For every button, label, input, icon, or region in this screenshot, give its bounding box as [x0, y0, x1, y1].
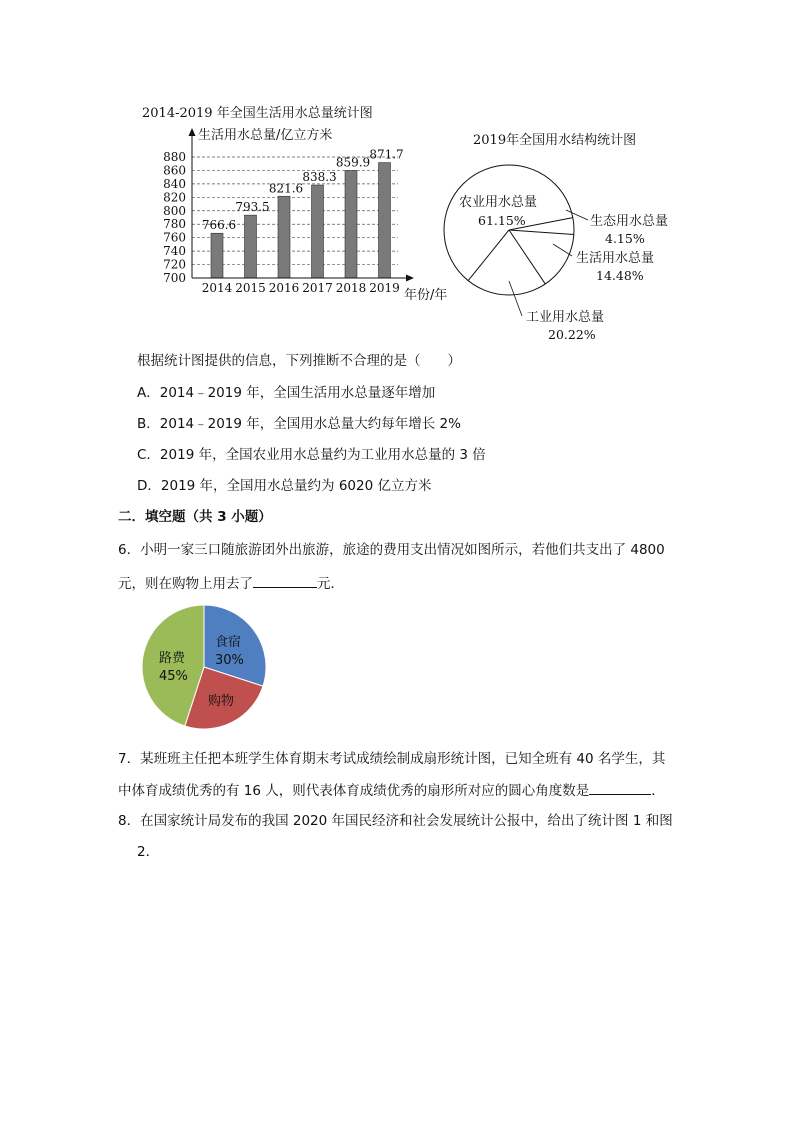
section-heading: 二．填空题（共 3 小题）: [118, 509, 272, 525]
pie2-label-shopping: 购物: [208, 694, 235, 709]
bar-ytick-label: 800: [163, 203, 186, 218]
q6-line2-before: 元，则在购物上用去了: [118, 576, 253, 592]
q5-option-c: C．2019 年，全国农业用水总量约为工业用水总量的 3 倍: [137, 447, 486, 463]
bar-ytick-label: 740: [163, 244, 186, 259]
pie1-value-eco: 4.15%: [605, 231, 645, 246]
q7-line2-after: ．: [651, 783, 665, 799]
q5-option-a: A．2014﹣2019 年，全国生活用水总量逐年增加: [137, 385, 436, 401]
bar-chart-ylabel: 生活用水总量/亿立方米: [198, 128, 333, 143]
bar-value-label: 871.7: [369, 147, 404, 162]
q8-line2: 2．: [137, 844, 160, 860]
bar-ytick-label: 820: [163, 190, 186, 205]
pie1-label-living: 生活用水总量: [576, 251, 655, 266]
pie2-value-travel: 45%: [159, 669, 188, 684]
bar-ytick-label: 840: [163, 176, 186, 191]
bar-xtick-label: 2018: [335, 281, 367, 295]
bar-chart-title: 2014-2019 年全国生活用水总量统计图: [142, 106, 373, 121]
bar-ytick-label: 880: [163, 150, 186, 164]
q5-stem: 根据统计图提供的信息，下列推断不合理的是（ ）: [137, 353, 461, 369]
bar-ytick-label: 860: [163, 163, 186, 178]
pie1-value-agri: 61.15%: [478, 213, 526, 228]
bar-value-label: 821.6: [268, 181, 304, 196]
bar-ytick-label: 700: [163, 271, 186, 285]
bar-xtick-label: 2014: [201, 281, 233, 295]
pie2-label-travel: 路费: [159, 651, 186, 666]
pie1-value-industry: 20.22%: [548, 327, 596, 342]
bar-chart-xlabel: 年份/年: [404, 288, 448, 303]
bar-value-label: 859.9: [335, 155, 371, 170]
pie1-value-living: 14.48%: [596, 268, 644, 283]
pie1-label-eco: 生态用水总量: [590, 214, 669, 229]
q5-option-d: D．2019 年，全国用水总量约为 6020 亿立方米: [137, 478, 432, 494]
bar-ytick-label: 720: [163, 257, 186, 272]
q7-line1: 7．某班班主任把本班学生体育期末考试成绩绘制成扇形统计图，已知全班有 40 名学生，其: [118, 751, 666, 767]
bar-ytick-label: 760: [163, 230, 186, 245]
bar-value-label: 793.5: [235, 200, 270, 215]
q7-line2: [118, 780, 665, 801]
pie2-value-food: 30%: [215, 653, 244, 668]
bar-value-label: 838.3: [302, 170, 337, 185]
q7-line2-before: 中体育成绩优秀的有 16 人，则代表体育成绩优秀的扇形所对应的圆心角度数是: [118, 783, 590, 799]
bar-xtick-label: 2019: [369, 281, 400, 295]
pie1-label-agri: 农业用水总量: [459, 195, 538, 210]
pie2-label-food: 食宿: [215, 635, 242, 650]
pie1-title: 2019年全国用水结构统计图: [473, 133, 637, 148]
q6-line1: 6．小明一家三口随旅游团外出旅游，旅途的费用支出情况如图所示，若他们共支出了 4800: [118, 542, 665, 558]
bar-xtick-label: 2016: [268, 281, 300, 295]
pie2-slices: [142, 605, 266, 729]
q5-option-b: B．2014﹣2019 年，全国用水总量大约每年增长 2%: [137, 416, 461, 432]
bar-xtick-label: 2017: [302, 281, 333, 295]
bar-value-label: 766.6: [201, 218, 237, 233]
q8-line1: 8．在国家统计局发布的我国 2020 年国民经济和社会发展统计公报中，给出了统计图 1 和图: [118, 813, 673, 829]
q7-answer-blank[interactable]: [589, 780, 651, 795]
pie1-label-industry: 工业用水总量: [526, 310, 605, 325]
q6-line2-after: 元．: [317, 576, 344, 592]
bar-xtick-label: 2015: [235, 281, 266, 295]
bar-ytick-label: 780: [163, 217, 186, 232]
